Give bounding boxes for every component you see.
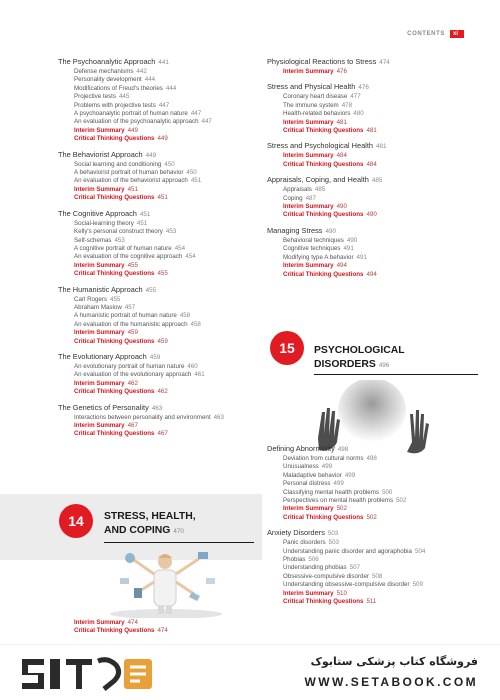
section-page: 463 — [151, 404, 163, 412]
toc-entry[interactable]: Abraham Maslow 457 — [74, 303, 136, 311]
toc-entry[interactable]: Interactions between personality and environment 463 — [74, 413, 224, 421]
entry-page: 454 — [174, 244, 186, 252]
entry-page: 442 — [136, 68, 147, 75]
toc-entry[interactable]: Health-related behaviors 480 — [283, 110, 364, 118]
toc-entry[interactable]: Cognitive techniques 491 — [283, 245, 354, 253]
toc-left-column — [58, 57, 258, 445]
page-number: xi — [450, 30, 464, 38]
entry-page: 449 — [157, 135, 168, 143]
toc-entry[interactable]: Phobias 506 — [283, 556, 319, 564]
entry-page: 508 — [371, 572, 383, 580]
toc-summary-entry[interactable]: Critical Thinking Questions 474 — [74, 627, 168, 635]
chapter-15-page: 496 — [378, 362, 390, 369]
entry-page: 499 — [344, 471, 356, 479]
entry-page: 490 — [346, 236, 358, 244]
toc-section — [267, 57, 477, 76]
chapter-14-title-line2: AND COPING 470 — [104, 525, 184, 536]
toc-summary-entry[interactable]: Critical Thinking Questions 467 — [74, 430, 168, 438]
entry-page: 447 — [201, 118, 212, 126]
toc-summary-entry[interactable]: Interim Summary 481 — [283, 118, 347, 126]
section-title[interactable]: The Humanistic Approach 455 — [58, 284, 157, 294]
toc-entry[interactable]: Carl Rogers 455 — [74, 295, 121, 303]
section-title[interactable]: The Cognitive Approach 451 — [58, 208, 151, 218]
section-title[interactable]: Physiological Reactions to Stress 474 — [267, 57, 390, 66]
section-title[interactable]: The Evolutionary Approach 459 — [58, 351, 161, 361]
toc-summary-entry[interactable]: Interim Summary 462 — [74, 379, 138, 387]
entry-page: 457 — [124, 303, 136, 311]
toc-entry[interactable]: Understanding obsessive-compulsive disorder 509 — [283, 581, 423, 589]
toc-entry[interactable]: Personality development 444 — [74, 76, 156, 84]
chapter-15-title[interactable] — [314, 344, 405, 373]
section-page: 503 — [327, 530, 339, 538]
chapter-14-entries — [58, 619, 258, 636]
toc-summary-entry[interactable]: Critical Thinking Questions 462 — [74, 388, 168, 396]
toc-summary-entry[interactable]: Critical Thinking Questions 494 — [283, 270, 377, 278]
toc-entry[interactable]: Classifying mental health problems 500 — [283, 488, 393, 496]
toc-summary-entry[interactable]: Interim Summary 484 — [283, 152, 347, 160]
toc-right-column — [267, 57, 477, 285]
toc-summary-entry[interactable]: Interim Summary 451 — [74, 185, 138, 193]
entry-page: 467 — [157, 430, 168, 438]
chapter-15-banner — [262, 328, 500, 438]
toc-entry[interactable]: Panic disorders 503 — [283, 539, 339, 547]
entry-page: 490 — [336, 203, 347, 211]
section-page: 481 — [376, 143, 387, 151]
section-title[interactable]: The Genetics of Personality 463 — [58, 402, 163, 412]
entry-page: 511 — [366, 598, 377, 606]
entry-page: 484 — [366, 160, 377, 168]
entry-page: 499 — [333, 480, 344, 488]
entry-page: 502 — [336, 505, 347, 513]
toc-summary-entry[interactable]: Critical Thinking Questions 451 — [74, 194, 168, 202]
toc-section — [58, 209, 258, 279]
entry-page: 460 — [187, 362, 198, 370]
toc-entry[interactable]: An evolutionary portrait of human nature 460 — [74, 362, 198, 370]
toc-summary-entry[interactable]: Interim Summary 510 — [283, 589, 347, 597]
section-title[interactable]: Defining Abnormality 498 — [267, 444, 349, 453]
entry-page: 484 — [336, 152, 347, 160]
toc-entry[interactable]: Social-learning theory 451 — [74, 219, 148, 227]
toc-section — [267, 175, 477, 220]
toc-section — [58, 352, 258, 397]
chapter-15-title-line2: DISORDERS 496 — [314, 359, 390, 370]
toc-summary-entry[interactable]: Critical Thinking Questions 502 — [283, 513, 377, 521]
toc-summary-entry[interactable]: Interim Summary 449 — [74, 126, 138, 134]
setabook-logo — [18, 653, 158, 695]
section-title[interactable]: Anxiety Disorders 503 — [267, 528, 339, 538]
chapter-14-underline — [104, 542, 254, 543]
toc-entry[interactable]: Appraisals 485 — [283, 186, 326, 194]
running-header — [407, 30, 464, 38]
entry-page: 485 — [314, 186, 326, 194]
entry-page: 477 — [350, 93, 361, 101]
entry-page: 500 — [381, 488, 393, 496]
toc-entry[interactable]: Defense mechanisms 442 — [74, 68, 147, 75]
section-page: 459 — [149, 353, 161, 361]
entry-page: 459 — [157, 337, 168, 345]
section-page: 498 — [337, 446, 349, 453]
toc-section — [267, 528, 477, 606]
entry-page: 506 — [308, 556, 319, 564]
section-page: 476 — [358, 84, 369, 92]
toc-section — [267, 141, 477, 169]
toc-summary-entry[interactable]: Critical Thinking Questions 484 — [283, 160, 377, 168]
toc-summary-entry[interactable]: Interim Summary 476 — [283, 68, 347, 75]
chapter-14-number: 14 — [59, 504, 93, 538]
toc-entry[interactable]: Social learning and conditioning 450 — [74, 160, 175, 168]
entry-page: 503 — [328, 539, 339, 547]
chapter-15-number: 15 — [270, 331, 304, 365]
entry-page: 462 — [157, 388, 168, 396]
toc-entry[interactable]: An evaluation of the behaviorist approach 451 — [74, 177, 202, 185]
chapter-14-page: 470 — [173, 528, 184, 535]
toc-entry[interactable]: Understanding phobias 507 — [283, 564, 360, 572]
toc-summary-entry[interactable]: Interim Summary 474 — [74, 619, 138, 626]
entry-page: 490 — [366, 211, 377, 219]
toc-entry[interactable]: Unusualness 499 — [283, 463, 333, 471]
section-page: 441 — [158, 59, 169, 66]
toc-section — [58, 57, 258, 144]
entry-page: 507 — [349, 564, 360, 572]
toc-section — [58, 403, 258, 439]
entry-page: 451 — [190, 177, 202, 185]
section-page: 490 — [325, 227, 336, 235]
entry-page: 502 — [396, 497, 407, 505]
entry-page: 444 — [144, 76, 156, 84]
section-title[interactable]: The Psychoanalytic Approach 441 — [58, 57, 169, 66]
section-title[interactable]: Managing Stress 490 — [267, 225, 336, 235]
toc-summary-entry[interactable]: Interim Summary 490 — [283, 203, 347, 211]
section-page: 451 — [139, 210, 151, 218]
toc-summary-entry[interactable]: Interim Summary 494 — [283, 262, 347, 270]
entry-page: 498 — [366, 455, 377, 462]
publisher-footer — [0, 644, 500, 700]
toc-entry[interactable]: Coping 487 — [283, 194, 316, 202]
toc-summary-entry[interactable]: Interim Summary 502 — [283, 505, 347, 513]
section-title[interactable]: Appraisals, Coping, and Health 485 — [267, 175, 383, 185]
toc-entry[interactable]: An evaluation of the cognitive approach 454 — [74, 253, 196, 261]
toc-entry[interactable]: An evaluation of the humanistic approach 458 — [74, 320, 201, 328]
entry-page: 459 — [127, 329, 138, 337]
entry-page: 481 — [336, 118, 347, 126]
toc-section — [267, 82, 477, 135]
toc-summary-entry[interactable]: Critical Thinking Questions 490 — [283, 211, 377, 219]
entry-page: 467 — [127, 422, 138, 429]
entry-page: 502 — [366, 513, 377, 521]
entry-page: 451 — [127, 185, 138, 193]
entry-page: 463 — [213, 413, 224, 421]
toc-summary-entry[interactable]: Interim Summary 455 — [74, 261, 138, 269]
running-header-label: CONTENTS — [407, 31, 445, 37]
toc-entry[interactable]: Personal distress 499 — [283, 480, 344, 488]
chapter-15-underline — [314, 374, 478, 375]
section-title[interactable]: The Behaviorist Approach 449 — [58, 149, 157, 159]
toc-entry[interactable]: Modifications of Freud's theories 444 — [74, 84, 177, 92]
entry-page: 453 — [114, 236, 125, 244]
entry-page: 494 — [366, 270, 377, 278]
toc-entry[interactable]: A cognitive portrait of human nature 454 — [74, 244, 186, 252]
chapter-14-title[interactable] — [104, 510, 196, 539]
toc-entry[interactable]: Self-schemas 453 — [74, 236, 125, 244]
entry-page: 499 — [321, 463, 333, 471]
footer-persian-title: فروشگاه کتاب پزشکی ستابوک — [310, 655, 478, 668]
section-page: 485 — [371, 177, 383, 185]
entry-page: 449 — [127, 126, 138, 134]
entry-page: 453 — [165, 228, 177, 236]
toc-entry[interactable]: Projective tests 445 — [74, 93, 130, 101]
entry-page: 474 — [157, 627, 168, 635]
chapter-15-entries — [267, 444, 477, 613]
toc-entry[interactable]: Perspectives on mental health problems 502 — [283, 497, 407, 505]
chapter-15-title-line1: PSYCHOLOGICAL — [314, 345, 405, 356]
toc-entry[interactable]: A psychoanalytic portrait of human nature 447 — [74, 110, 202, 118]
toc-section — [58, 285, 258, 346]
toc-entry[interactable]: An evaluation of the evolutionary approach 461 — [74, 371, 205, 379]
entry-page: 451 — [157, 194, 168, 202]
toc-summary-entry[interactable]: Interim Summary 467 — [74, 422, 138, 429]
toc-summary-entry[interactable]: Critical Thinking Questions 455 — [74, 270, 168, 278]
toc-entry[interactable]: Maladaptive behavior 499 — [283, 471, 356, 479]
section-page: 474 — [379, 59, 390, 66]
section-page: 455 — [145, 286, 157, 294]
entry-page: 476 — [336, 68, 347, 75]
toc-summary-entry[interactable]: Critical Thinking Questions 481 — [283, 127, 377, 135]
footer-url[interactable]: WWW.SETABOOK.COM — [304, 675, 478, 689]
entry-page: 509 — [412, 581, 423, 589]
toc-entry[interactable]: Understanding panic disorder and agoraphobia 504 — [283, 547, 426, 555]
toc-section — [267, 226, 477, 279]
entry-page: 478 — [341, 101, 353, 109]
toc-summary-entry[interactable]: Interim Summary 459 — [74, 329, 138, 337]
entry-page: 504 — [415, 547, 426, 555]
entry-page: 480 — [353, 110, 364, 118]
entry-page: 451 — [136, 219, 148, 227]
entry-page: 447 — [190, 110, 202, 118]
entry-page: 458 — [190, 320, 201, 328]
chapter-14-banner — [0, 494, 262, 620]
entry-page: 474 — [127, 619, 138, 626]
toc-entry[interactable]: Problems with projective tests 447 — [74, 101, 170, 109]
entry-page: 450 — [186, 169, 197, 177]
section-title[interactable]: Stress and Physical Health 476 — [267, 82, 369, 92]
toc-entry[interactable]: Obsessive-compulsive disorder 508 — [283, 572, 383, 580]
chapter-14-title-line1: STRESS, HEALTH, — [104, 511, 196, 522]
toc-entry[interactable]: Deviation from cultural norms 498 — [283, 455, 377, 462]
toc-entry[interactable]: An evaluation of the psychoanalytic approach 447 — [74, 118, 212, 126]
entry-page: 447 — [158, 101, 170, 109]
toc-entry[interactable]: Coronary heart disease 477 — [283, 93, 361, 101]
toc-entry[interactable]: A humanistic portrait of human nature 458 — [74, 312, 191, 320]
entry-page: 445 — [118, 93, 130, 101]
entry-page: 455 — [110, 295, 121, 303]
toc-entry[interactable]: Kelly's personal construct theory 453 — [74, 228, 177, 236]
entry-page: 494 — [336, 262, 347, 270]
chapter-14-photo — [108, 548, 224, 618]
toc-entry[interactable]: Behavioral techniques 490 — [283, 236, 358, 244]
toc-summary-entry[interactable]: Critical Thinking Questions 459 — [74, 337, 168, 345]
entry-page: 461 — [194, 371, 205, 379]
entry-page: 455 — [127, 261, 138, 269]
entry-page: 491 — [356, 253, 367, 261]
toc-summary-entry[interactable]: Critical Thinking Questions 511 — [283, 598, 377, 606]
toc-entry[interactable]: A behaviorist portrait of human behavior 450 — [74, 169, 197, 177]
entry-page: 454 — [185, 253, 196, 261]
entry-page: 510 — [336, 589, 347, 597]
entry-page: 491 — [343, 245, 354, 253]
toc-entry[interactable]: The immune system 478 — [283, 101, 353, 109]
entry-page: 487 — [305, 194, 316, 202]
entry-page: 444 — [165, 84, 177, 92]
toc-section — [267, 444, 477, 522]
section-title[interactable]: Stress and Psychological Health 481 — [267, 141, 387, 151]
entry-page: 450 — [164, 160, 175, 168]
toc-section — [58, 150, 258, 203]
entry-page: 462 — [127, 379, 138, 387]
entry-page: 455 — [157, 270, 168, 278]
section-page: 449 — [145, 151, 157, 159]
entry-page: 458 — [179, 312, 191, 320]
entry-page: 481 — [366, 127, 377, 135]
toc-summary-entry[interactable]: Critical Thinking Questions 449 — [74, 135, 168, 143]
toc-entry[interactable]: Modifying type A behavior 491 — [283, 253, 367, 261]
